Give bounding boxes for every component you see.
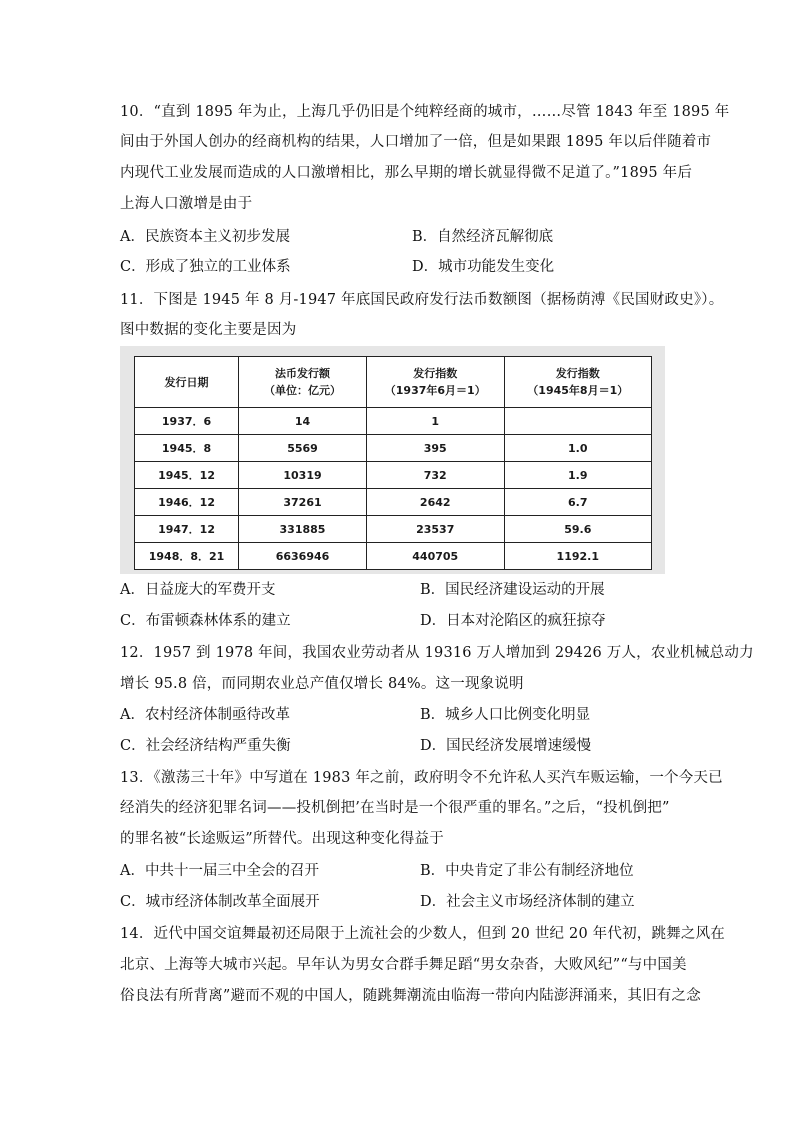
q12-stem-line-1: 12．1957 到 1978 年间，我国农业劳动者从 19316 万人增加到 29426 万人，农业机械总动力	[120, 645, 754, 661]
q12-option-d: D．国民经济发展增速缓慢	[420, 738, 592, 754]
q13-option-d: D．社会主义市场经济体制的建立	[420, 894, 635, 910]
q10-option-c: C．形成了独立的工业体系	[120, 259, 291, 275]
cell-index-1937: 23537	[366, 516, 504, 543]
q10-stem-line-2: 间由于外国人创办的经商机构的结果，人口增加了一倍，但是如果跟 1895 年以后伴随着市	[120, 134, 712, 150]
header-index-1937	[366, 357, 504, 408]
header-index-1945	[504, 357, 651, 408]
cell-amount: 5569	[239, 435, 367, 462]
cell-index-1937: 440705	[366, 543, 504, 570]
q12-option-b: B．城乡人口比例变化明显	[420, 707, 591, 723]
table-header-row	[135, 357, 652, 408]
cell-amount: 6636946	[239, 543, 367, 570]
currency-issue-table	[134, 356, 652, 570]
table-row	[135, 408, 652, 435]
cell-index-1937: 395	[366, 435, 504, 462]
q10-stem-line-1: 10．“直到 1895 年为止，上海几乎仍旧是个纯粹经商的城市，……尽管 1843 年至 1895 年	[120, 104, 730, 120]
cell-index-1945: 6.7	[504, 489, 651, 516]
cell-date: 1945．12	[135, 462, 239, 489]
q14-stem-line-2: 北京、上海等大城市兴起。早年认为男女合群手舞足蹈“男女杂沓，大败风纪”“与中国美	[120, 957, 687, 973]
q11-option-d: D．日本对沦陷区的疯狂掠夺	[420, 613, 606, 629]
q13-option-a: A．中共十一届三中全会的召开	[120, 863, 319, 879]
table-row	[135, 489, 652, 516]
table-row	[135, 516, 652, 543]
cell-date: 1945．8	[135, 435, 239, 462]
q13-stem-line-1: 13．《激荡三十年》中写道在 1983 年之前，政府明令不允许私人买汽车贩运输，一个今天已	[120, 770, 723, 786]
q12-option-a: A．农村经济体制亟待改革	[120, 707, 290, 723]
cell-index-1937: 732	[366, 462, 504, 489]
table-row	[135, 435, 652, 462]
q10-stem-line-4: 上海人口激增是由于	[120, 196, 253, 212]
cell-amount: 14	[239, 408, 367, 435]
q11-stem-line-2: 图中数据的变化主要是因为	[120, 322, 297, 338]
cell-index-1945: 1192.1	[504, 543, 651, 570]
header-amount-line1: 法币发行额 （单位：亿元）	[264, 367, 341, 397]
q10-stem-line-3: 内现代工业发展而造成的人口激增相比，那么早期的增长就显得微不足道了。”1895 年后	[120, 165, 693, 181]
header-index-1945-text: 发行指数 （1945年8月＝1）	[527, 367, 629, 397]
header-index-1937-text: 发行指数 （1937年6月＝1）	[384, 367, 486, 397]
q13-stem-line-3: 的罪名被“长途贩运”所替代。出现这种变化得益于	[120, 831, 444, 847]
q14-stem-line-3: 俗良法有所背离”避而不观的中国人，随跳舞潮流由临海一带向内陆澎湃涌来，其旧有之念	[120, 988, 701, 1004]
q11-option-b: B．国民经济建设运动的开展	[420, 582, 605, 598]
q13-option-c: C．城市经济体制改革全面展开	[120, 894, 320, 910]
q12-stem-line-2: 增长 95.8 倍，而同期农业总产值仅增长 84%。这一现象说明	[120, 676, 524, 692]
q11-option-a: A．日益庞大的军费开支	[120, 582, 276, 598]
q13-option-b: B．中央肯定了非公有制经济地位	[420, 863, 634, 879]
table-row	[135, 543, 652, 570]
cell-date: 1946．12	[135, 489, 239, 516]
q10-option-d: D．城市功能发生变化	[412, 259, 555, 275]
cell-index-1937: 2642	[366, 489, 504, 516]
cell-amount: 37261	[239, 489, 367, 516]
cell-index-1937: 1	[366, 408, 504, 435]
cell-index-1945	[504, 408, 651, 435]
cell-date: 1937．6	[135, 408, 239, 435]
cell-index-1945: 59.6	[504, 516, 651, 543]
table-row	[135, 462, 652, 489]
q13-stem-line-2: 经消失的经济犯罪名词——投机倒把’在当时是一个很严重的罪名。”之后，“投机倒把”	[120, 800, 670, 816]
header-amount	[239, 357, 367, 408]
header-date: 发行日期	[135, 357, 239, 408]
cell-amount: 331885	[239, 516, 367, 543]
cell-index-1945: 1.0	[504, 435, 651, 462]
q10-option-a: A．民族资本主义初步发展	[120, 229, 290, 245]
q11-stem-line-1: 11．下图是 1945 年 8 月-1947 年底国民政府发行法币数额图（据杨荫溥《民国财政史》）。	[120, 292, 724, 308]
cell-date: 1948．8．21	[135, 543, 239, 570]
q14-stem-line-1: 14．近代中国交谊舞最初还局限于上流社会的少数人，但到 20 世纪 20 年代初，跳舞之风在	[120, 926, 725, 942]
q12-option-c: C．社会经济结构严重失衡	[120, 738, 291, 754]
cell-amount: 10319	[239, 462, 367, 489]
currency-table-image	[120, 346, 665, 574]
cell-date: 1947．12	[135, 516, 239, 543]
q11-option-c: C．布雷顿森林体系的建立	[120, 613, 291, 629]
cell-index-1945: 1.9	[504, 462, 651, 489]
q10-option-b: B．自然经济瓦解彻底	[412, 229, 554, 245]
